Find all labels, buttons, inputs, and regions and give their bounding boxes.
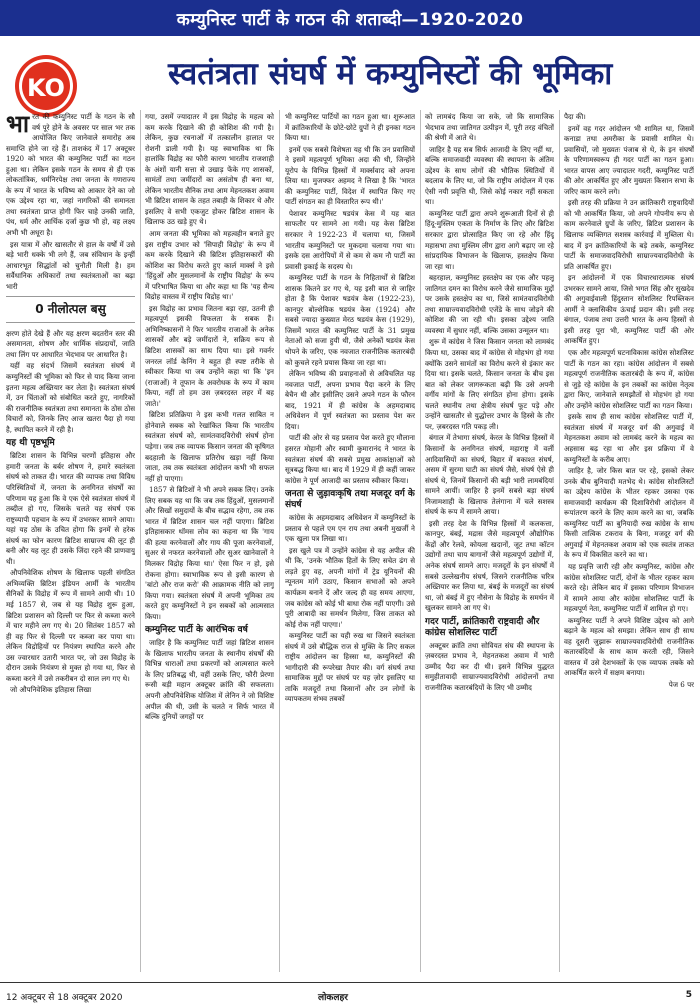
paragraph: इसी तरह देश के विभिन्न हिस्सों में कलकत्ता, कानपुर, बंबई, मद्रास जैसे महत्वपूर्ण औद्योगिक केंद्रों और रेलवे, कोयला खदानों, जूट तथा कॉटन उद्योगों तथा चाय बागानों जैसे महत्वपूर्ण उद्योगों में, अनेक संघर्ष सामने आए। मजदूरों के इन संघर्षों में सबसे उल्लेखनीय संघर्ष, जिसने राजनीतिक चरित्र अख्तियार कर लिया था, बंबई के मजदूरों का संघर्ष था, जो बंबई में हुए नौसेना के विद्रोह के समर्थन में खुलकर सामने आ गए थे।: [425, 518, 554, 613]
paragraph: क्षरण होते देखे हैं और यह क्षरण बदतरीन स्तर की असमानता, शोषण और धार्मिक संप्रदायों, जाति तथा लिंग पर आधारित भेदभाव पर आधारित है।: [6, 328, 135, 359]
paragraph: को लामबंद किया जा सके, जो कि सामाजिक भेदभाव तथा जातिगत उत्पीड़न में, पूरी तरह वंचितों की श्रेणी में आते थे।: [425, 112, 554, 143]
column-rule: [279, 110, 280, 972]
paragraph: इसके साथ ही साथ कांग्रेस सोशलिस्ट पार्टी में, स्वतंत्रता संघर्ष में मजदूर वर्ग की अगुवाई में मेहनतकश अवाम को लामबंद करने के महत्व का अहसास बढ़ रहा था और इस प्रक्रिया में वे कम्युनिस्टों के करीब आए।: [564, 412, 694, 464]
paragraph: इस खुले पत्र में उन्होंने कांग्रेस से यह अपील की थी कि, 'उनके भौतिक हितों के लिए सचेत ढंग से लड़ते हुए वह, अपनी मांगों में ट्रेड यूनियनों की न्यूनतम मांगें उठाए, किसान सभाओं को अपने कार्यक्रम बनाने दें और जल्द ही वह समय आएगा, जब कांग्रेस को कोई भी बाधा रोक नहीं पाएगी। उसे पूरी आबादी का समर्थन मिलेगा, जिस ताकत को कोई रोक नहीं पाएगा।': [285, 545, 415, 629]
article-column-5: [564, 112, 694, 978]
article-column-3: [285, 112, 415, 978]
column-rule: [420, 110, 421, 972]
paragraph: बंगाल में तेभागा संघर्ष, केरल के विभिन्न हिस्सों में किसानों के अनगिनत संघर्ष, महाराष्ट्र में वर्ली आदिवासियों का संघर्ष, बिहार में बकाश्त संघर्ष, असम में सुरमा घाटी का संघर्ष जैसे, संघर्ष ऐसे ही संघर्ष थे, जिनमें किसानों की बड़ी भारी लामबंदियां सामने आयीं। जाहिर है इनमें सबसे बड़ा संघर्ष निजामशाही के खिलाफ तेलंगाना में चले सशस्त्र संघर्ष के रूप में सामने आया।: [425, 433, 554, 517]
continued-label: पेज 6 पर: [668, 679, 694, 689]
column-rule: [559, 110, 560, 972]
issue-dates: 12 अक्टूबर से 18 अक्टूबर 2020: [6, 993, 123, 1003]
paragraph: इसी तरह की प्रक्रिया ने उन क्रांतिकारी राष्ट्रवादियों को भी आकर्षित किया, जो अपने गोपनीय रूप से काम करनेवाले ग्रुपों के जरिए, ब्रिटिश प्रशासन के खिलाफ व्यक्तिगत सशस्त्र कार्रवाई में मुब्तिला थे। बाद में इन क्रांतिकारियों के बड़े तबके, कम्युनिस्ट पार्टी के समाजवादविरोधी साम्राज्यवादविरोधी के प्रति आकर्षित हुए।: [564, 198, 694, 271]
paragraph: आम जनता की भूमिका को महत्वहीन बनाते हुए इस राष्ट्रीय उभार को 'सिपाही विद्रोह' के रूप में कम करके दिखाने की ब्रिटिश इतिहासकारों की कोशिश का विरोध करते हुए कार्ल मार्क्स ने इसे 'हिंदुओं और मुसलमानों के राष्ट्रीय विद्रोह' के रूप में परिभाषित किया था और कहा था कि 'यह सैन्य विद्रोह वास्तव में राष्ट्रीय विद्रोह था।': [145, 229, 274, 302]
article-column-2: [145, 112, 274, 978]
paragraph: ब्रिटिश शासन के विभिन्न चरणों इतिहास और हमारी जनता के बर्बर शोषण ने, हमारे स्वतंत्रता संघर्ष को ताकत दी। भारत की व्यापक तथा विविध परिस्थितियों में, जनता के अनगिनत संघर्षों का परिणाम यह हुआ कि वे एक ऐसे स्वतंत्रता संघर्ष में तब्दील हो गए, जिसके चलते यह संघर्ष एक राष्ट्रव्यापी पहचान के रूप में उभरकर सामने आया। यहां यह ठोस के उचित होगा कि इनमें से हरेक संघर्ष का फोन कारण ब्रिटिश साम्राज्य की लूट ही बनी और यह लूट ही उसके जिंदा रहने की प्राणवायु थी।: [6, 451, 135, 566]
paragraph: इनमें एक सबसे विशेषता यह थी कि उन प्रवासियों ने इसमें महत्वपूर्ण भूमिका अदा की थी, जिन्होंने यूरोप के विभिन्न हिस्सों में मार्क्सवाद को अपना लिया था। मुजफ्फर अहमद ने लिखा है कि 'भारत की कम्युनिस्ट पार्टी, विदेश में स्थापित किए गए पार्टी संगठन का ही विस्तारित रूप थी।': [285, 144, 415, 207]
paragraph: इनमें वह गदर आंदोलन भी शामिल था, जिसमें कनाडा तथा अमरीका के प्रवासी शामिल थे। प्रवासियों, जो मुख्यतः पंजाब से थे, के इन संघर्षों के परिणामस्वरूप ही गदर पार्टी का गठन हुआ। भारत वापस आए ज्यादातर गदरी, कम्युनिस्ट पार्टी की ओर आकर्षित हुए और मुख्यतः किसान सभा के जरिए काम करने लगे।: [564, 123, 694, 196]
paragraph: कम्युनिस्ट पार्टी ने अपने विशिष्ट उद्देश्य को आगे बढ़ाने के महत्व को समझा। लेकिन साथ ही साथ वह दूसरी जुझारू साम्राज्यवादविरोधी राजनीतिक कतारबंदियों के साथ काम करती रही, जिसने वास्तव में उसे देशभक्तों के एक व्यापक तबके को आकर्षित करने में सक्षम बनाया।: [564, 615, 694, 678]
paragraph: पैदा की।: [564, 112, 586, 121]
paragraph: जो औपनिवेशिक इतिहास लिखा: [10, 685, 92, 695]
subheading: जनता से जुड़ावःकृषि तथा मजदूर वर्ग के संघर्ष: [285, 489, 415, 511]
paragraph: एक और महत्वपूर्ण घटनाविकास कांग्रेस सोशलिस्ट पार्टी के गठन का रहा। कांग्रेस आंदोलन में सबसे महत्वपूर्ण राजनीतिक कतारबंदी के रूप में, कांग्रेस से जुड़े रहे कांग्रेस के इन तबकों का कांग्रेस नेतृत्व द्वारा किए, जानेवाले समझौतों से मोहभंग हो गया और उन्होंने कांग्रेस सोशलिस्ट पार्टी का गठन किया।: [564, 348, 694, 410]
paragraph: बहरहाल, कम्युनिस्ट हस्तक्षेप का एक और पहलू जातिगत दमन का विरोध करने जैसे सामाजिक मुद्दों पर उसके हस्तक्षेप का था, जिसे सामंतवादविरोधी तथा साम्राज्यवादविरोधी एजेंडे के साथ जोड़ने की कोशिश की जा रही थी। इसका उद्देश्य जाति व्यवस्था में सुधार नहीं, बल्कि उसका उन्मूलन था।: [425, 273, 554, 335]
drop-cap: भा: [6, 112, 30, 138]
paragraph: कम्युनिस्ट पार्टी के गठन के निहितार्थों से ब्रिटिश शासक कितने डर गए थे, यह इसी बात से जाहिर होता है कि पेशावर षडयंत्र केस (1922-23), कानपुर बोल्शेविक षडयंत्र केस (1924) और सबसे ज्यादा कुख्यात मेरठ षडयंत्र केस (1929), जिसमें भारत की कम्युनिस्ट पार्टी के 31 प्रमुख नेताओं को सजा हुयी थी, जैसे अनेकों षडयंत्र केस थोपने के जरिए, एक नवजात राजनीतिक कतारबंदी को कुचले रहने प्रयास किया जा रहा था।: [285, 273, 415, 367]
subheading: कम्युनिस्ट पार्टी के आरंभिक वर्ष: [145, 625, 248, 636]
page-number: 5: [685, 990, 692, 1000]
paragraph: ब्रिटिश प्रतिक्रिया ने इस कभी गलत साबित न होनेवाले सबक को रेखांकित किया कि भारतीय स्वतंत्रता संघर्ष को, सामंतवादविरोधी संघर्ष होना पड़ेगा। जब तक व्यापक किसान जनता की कृषिगत बदहाली के खिलाफ प्रतिरोध खड़ा नहीं किया जाता, तब तक स्वतंत्रता आंदोलन कभी भी सफल नहीं हो पाएगा।: [145, 410, 274, 483]
paragraph: लेकिन भविष्य की प्रवाहनाओं से अविचलित यह नवजात पार्टी, अपना प्रभाव पैदा करने के लिए बेचैन थी और इसीलिए उसने अपने गठन के फौरन बाद, 1921 में ही कांग्रेस के अहमदाबाद अधिवेशन में पूर्ण स्वतंत्रता का प्रस्ताव पेश कर दिया।: [285, 369, 415, 431]
section-banner: [0, 0, 700, 36]
paragraph: इस यात्रा में और खासतौर से हाल के वर्षों में उसे बड़े भारी धक्के भी लगे हैं, जब संविधान के इन्हीं आधारभूत सिद्धांतों को चुनौती मिली है। हम सर्वैधानिक अधिकारों तथा स्वतंत्रताओं का बढ़ा भारी: [6, 239, 135, 291]
page-footer: [0, 982, 700, 1007]
paragraph: गया, उसमें ज्यादातर में इस विद्रोह के महत्व को कम करके दिखाने की ही कोशिश की गयी है। लेकिन, कुछ रचनाओं में तत्कालीन हालात पर रोशनी डाली गयी है। यह स्वाभाविक था कि हालांकि विद्रोह का फौरी कारण भारतीय राजशाही के अंशों यानी सत्ता से उखाड़ फेंके गए शासकों, सामंतों तथा जमींदारों का असंतोष ही बना था, लेकिन भारतीय सैनिक तथा आम मेहनतकश अवाम भी ब्रिटिश शासन के तहत तबाही के शिकार थे और इसलिए वे सभी एकजुट होकर ब्रिटिश शासन के खिलाफ उठ खड़े हुए थे।: [145, 112, 274, 227]
paragraph: औपनिवेशिक शोषण के खिलाफ पहली संगठित अभिव्यक्ति ब्रिटिश इंडियन आर्मी के भारतीय सैनिकों के विद्रोह में रूप में सामने आयी थी। 10 मई 1857 से, जब से यह विद्रोह शुरू हुआ, ब्रिटिश प्रशासन को दिल्ली पर फिर से कब्जा करने में चार महीने लग गए थे। 20 सितंबर 1857 को ही वह फिर से दिल्ली पर कब्जा कर पाया था। लेकिन विद्रोहियों पर नियंत्रण स्थापित करने और उस ज्वारधार उतारी भारत पर, जो उस विद्रोह के दौरान उसके नियंत्रण से मुक्त हो गया था, फिर से कब्जा करने में उसे तकरीबन दो साल लग गए थे।: [6, 568, 135, 683]
paragraph: इन आंदोलनों में एक विचारधारात्मक संघर्ष उभरकर सामने आया, जिसे भगत सिंह और सुखदेव की अगुवाईवाली हिंदुस्तान सोशलिस्ट रिपब्लिकन आर्मी ने क्लासिकीय ऊंचाई प्रदान की। इसी तरह बंगाल, पंजाब तथा उत्तरी भारत के अन्य हिस्सों से इसी तरह पूरा भी, कम्युनिस्ट पार्टी की ओर आकर्षित हुए।: [564, 273, 694, 346]
paragraph: पार्टी की ओर से यह प्रस्ताव पेश करते हुए मौलाना हसरत मोहानी और स्वामी कुमारानंद ने भारत के स्वतंत्रता संघर्ष की सबसे प्रमुख आकांक्षाओं को सूत्रबद्ध किया था। बाद में 1929 में ही कहीं जाकर कांग्रेस ने पूर्ण आजादी का प्रस्ताव स्वीकार किया।: [285, 433, 415, 485]
publication-name: लोकलहर: [318, 993, 348, 1003]
column-rule: [140, 110, 141, 972]
paragraph: कम्युनिस्ट पार्टी का यही रुख था जिसने स्वतंत्रता संघर्ष में उसे बौद्धिक राज से मुक्ति के लिए सकल राष्ट्रीय आंदोलन का हिस्सा था, कम्युनिस्टों की भागीदारी की रूपरेखा तैयार की। वर्ग संघर्ष तथा सामाजिक मुद्दों पर संघर्ष पर यह ज़ोर इसलिए था ताकि मजदूरों तथा किसानों और उन लोगों के व्यापकतम संभव तबकों: [285, 631, 415, 704]
publication-logo: [14, 54, 78, 118]
paragraph: भी कम्युनिस्ट पार्टियों का गठन हुआ था। शुरूआत में क्रांतिकारियों के छोटे-छोटे ग्रुपों ने ही इनका गठन किया था।: [285, 112, 415, 143]
banner-title: कम्युनिस्ट पार्टी के गठन की शताब्दी—1920-2020: [176, 9, 524, 30]
paragraph: शुरू में कांग्रेस ने जिस किसान जनता को लामबंद किया था, उसका बाद में कांग्रेस से मोहभंग हो गया क्योंकि उसने सामंतों का विरोध करने से इंकार कर दिया था। इसके चलते, किसान जनता के बीच इस बात को लेकर जागरूकता बढ़ी कि उसे अपनी वर्गीय मांगों के लिए संगठित होना होगा। इसके चलते स्थानीय तथा क्षेत्रीय संघर्ष फूट पड़े और उन्होंने खासतौर से युद्धोत्तर उभार के हिस्से के तौर पर, ज़बरदस्त गति पकड़ ली।: [425, 337, 554, 431]
logo-text: KO: [27, 74, 65, 102]
article-column-4: [425, 112, 554, 978]
paragraph: यहीं वह संदर्भ जिसमें स्वतंत्रता संघर्ष में कम्युनिस्टों की भूमिका को फिर से याद किया जाना इतना महत्व अख्तियार कर लेता है। स्वतंत्रता संघर्ष में, उन चिंताओं को संबोधित करते हुए, नागरिकों की राजनीतिक स्वतंत्रता तथा समानता के ठोस ठोस विचारों को, जिनके लिए आज खतरा पैदा हो गया है, स्थापित करने में रही है।: [6, 361, 135, 434]
paragraph: कांग्रेस के अहमदाबाद अधिवेशन में कम्युनिस्टों के प्रस्ताव से पहले एम एन राय तथा अबनी मुखर्जी ने एक खुला पत्र लिखा था।: [285, 513, 415, 544]
paragraph: यह प्रवृत्ति जारी रही और कम्युनिस्ट, कांग्रेस और कांग्रेस सोशलिस्ट पार्टी, दोनों के भीतर रहकर काम करते रहे। लेकिन बाद में इसका परिणाम विभाजन में सामने आया और कांग्रेस सोशलिस्ट पार्टी के महत्वपूर्ण नेता, कम्युनिस्ट पार्टी में शामिल हो गए।: [564, 561, 694, 614]
paragraph: जाहिर है, जोर किस बात पर रहे, इसको लेकर उनके बीच बुनियादी मतभेद थे। कांग्रेस सोशलिस्टों का उद्देश्य कांग्रेस के भीतर रहकर उसका एक समाजवादी कार्यक्रम की दिशाविरोधी आंदोलन में रूपांतरण करने के लिए काम करने का था, जबकि कम्युनिस्ट पार्टी का बुनियादी रुख कांग्रेस के साथ किसी तात्विक टकराव के बिना, मजदूर वर्ग की अगुवाई में मेहनतकश अवाम को एक स्वतंत्र ताकत के रूप में विकसित करने का था।: [564, 466, 694, 560]
subheading: यह थी पृष्ठभूमि: [6, 438, 55, 449]
paragraph: अक्टूबर क्रांति तथा सोवियत संघ की स्थापना के ज़बरदस्त प्रभाव ने, मेहनतकश अवाम में भारी उम्मीद पैदा कर दी थी। इसने विभिन्न युद्धरत समुहीतावादी साम्राज्यवादविरोधी आंदोलनों तथा राजनीतिक कतारबंदियों के लिए भी उम्मीद: [425, 640, 554, 692]
lead-paragraph: भारत की कम्युनिस्ट पार्टी के गठन के सौ वर्ष पूरे होने के अवसर पर साल भर तक आयोजित किए जानेवाले समारोह अब समाप्ति होने जा रहे हैं। ताशकंद में 17 अक्टूबर 1920 को भारत की कम्युनिस्ट पार्टी का गठन हुआ था। लेकिन इसके गठन के समय से ही एक लोकतांत्रिक, धर्मनिरपेक्ष तथा जनता के गणराज्य के रूप में भारत के भविष्य को आकार देने का जो एक उद्देश्य रहा था, जहां नागरिकों की समानता तथा स्वतंत्रता प्राप्त होगी फिर चाहे उनकी जाति, पंथ, धर्म और आर्थिक दर्जा कुछ भी हो, वह लक्ष्य अभी भी अधूरा है।: [6, 112, 135, 238]
subheading: गदर पार्टी, क्रांतिकारी राष्ट्रवादी और कांग्रेस सोशलिस्ट पार्टी: [425, 616, 540, 638]
paragraph: जाहिर है कि कम्युनिस्ट पार्टी जहां ब्रिटिश शासन के खिलाफ भारतीय जनता के स्थानीय संघर्षों की विभिन्न धाराओं तथा प्रकरणों को आत्मसात करने के लिए प्रतिबद्ध थी, वहीं उसके लिए, फौरी प्रेरणा रूसी बड़ी महान अक्टूबर क्रांति की सफलता। अपनी औपनिवेशिक योजिश में लेनिन ने जो विशिष्ट अपील की थी, उसी के चलते न सिर्फ भारत में बल्कि दुनियों जगहों पर: [145, 638, 274, 722]
paragraph: कम्युनिस्ट पार्टी द्वारा अपने शुरूआती दिनों से ही हिंदू-मुस्लिम एकता के निर्माण के लिए और ब्रिटिश सरकार द्वारा प्रोत्साहित किए जा रहे और हिंदू महासभा तथा मुस्लिम लीग द्वारा आगे बढ़ाए जा रहे सांप्रदायिक विभाजन के खिलाफ, हस्तक्षेप किया जा रहा था।: [425, 208, 554, 271]
paragraph: जाहिर है यह सब सिर्फ आजादी के लिए नहीं था, बल्कि समाजवादी व्यवस्था की स्थापना के अंतिम उद्देश्य के साथ लोगों की भौतिक स्थितियों में बदलाव के लिए था, जो कि राष्ट्रीय आंदोलन में एक ऐसी नयी प्रवृत्ति थी, जिसे कोई नकार नहीं सकता था।: [425, 144, 554, 207]
author-byline: 0 नीलोत्पल बसु: [6, 296, 135, 323]
article-headline: स्वतंत्रता संघर्ष में कम्युनिस्टों की भूमिका: [168, 56, 613, 92]
paragraph: इस विद्रोह का प्रभाव जितना बड़ा रहा, उतनी ही महत्वपूर्ण इसकी विफलता के सबक हैं। अभिनिष्कासनों ने फिर भारतीय राजाओं के अनेक शासकों और बड़े जमींदारों ने, सक्रिय रूप से ब्रिटिश शासकों का साथ दिया था। इसे गवर्नर जनरल लॉर्ड केनिंग ने बहुत ही स्पष्ट तरीके से स्वीकार किया था जब उन्होंने कहा था कि 'इन (राजाओं) ने तूफान के अवरोधक के रूप में काम किया, नहीं तो हम उस ज़बरदस्त लहर में बह जाते।': [145, 303, 274, 408]
paragraph: 1857 से ब्रिटिशों ने भी अपने सबक लिए। उनके लिए सबक यह था कि जब तक हिंदुओं, मुसलमानों और सिखों समुदायों के बीच सद्भाव रहेगा, तब तक भारत में ब्रिटिश शासन चल नहीं पाएगा। ब्रिटिश इतिहासकार थॉमस लोव का कहना था कि 'गाय की हत्या करनेवालों और गाय की पूजा करनेवालों, सुअर से नफरत करनेवालों और सुअर खानेवालों ने मिलकर विद्रोह किया था।' ऐसा फिर न हो, इसे रोकना होगा। स्वाभाविक रूप से इसी कारण से 'बांटो और राज करो' की आक्रामक नीति को लागू किया गया। स्वतंत्रता संघर्ष में अपनी भूमिका तय करते हुए कम्युनिस्टों ने इन सबकों को आत्मसात किया।: [145, 485, 274, 621]
paragraph: पेशावर कम्युनिस्ट षडयंत्र केस में यह बात साफतौर पर सामने आ गयी। यह केस ब्रिटिश सरकार ने 1922-23 में चलाया था, जिसमें भारतीय कम्युनिस्टों पर मुकदमा चलाया गया था। इसके दस आरोपियों में से कम से कम नौ पार्टी का प्रवासी इकाई के सदस्य थे।: [285, 208, 415, 271]
article-column-1: [6, 112, 135, 978]
